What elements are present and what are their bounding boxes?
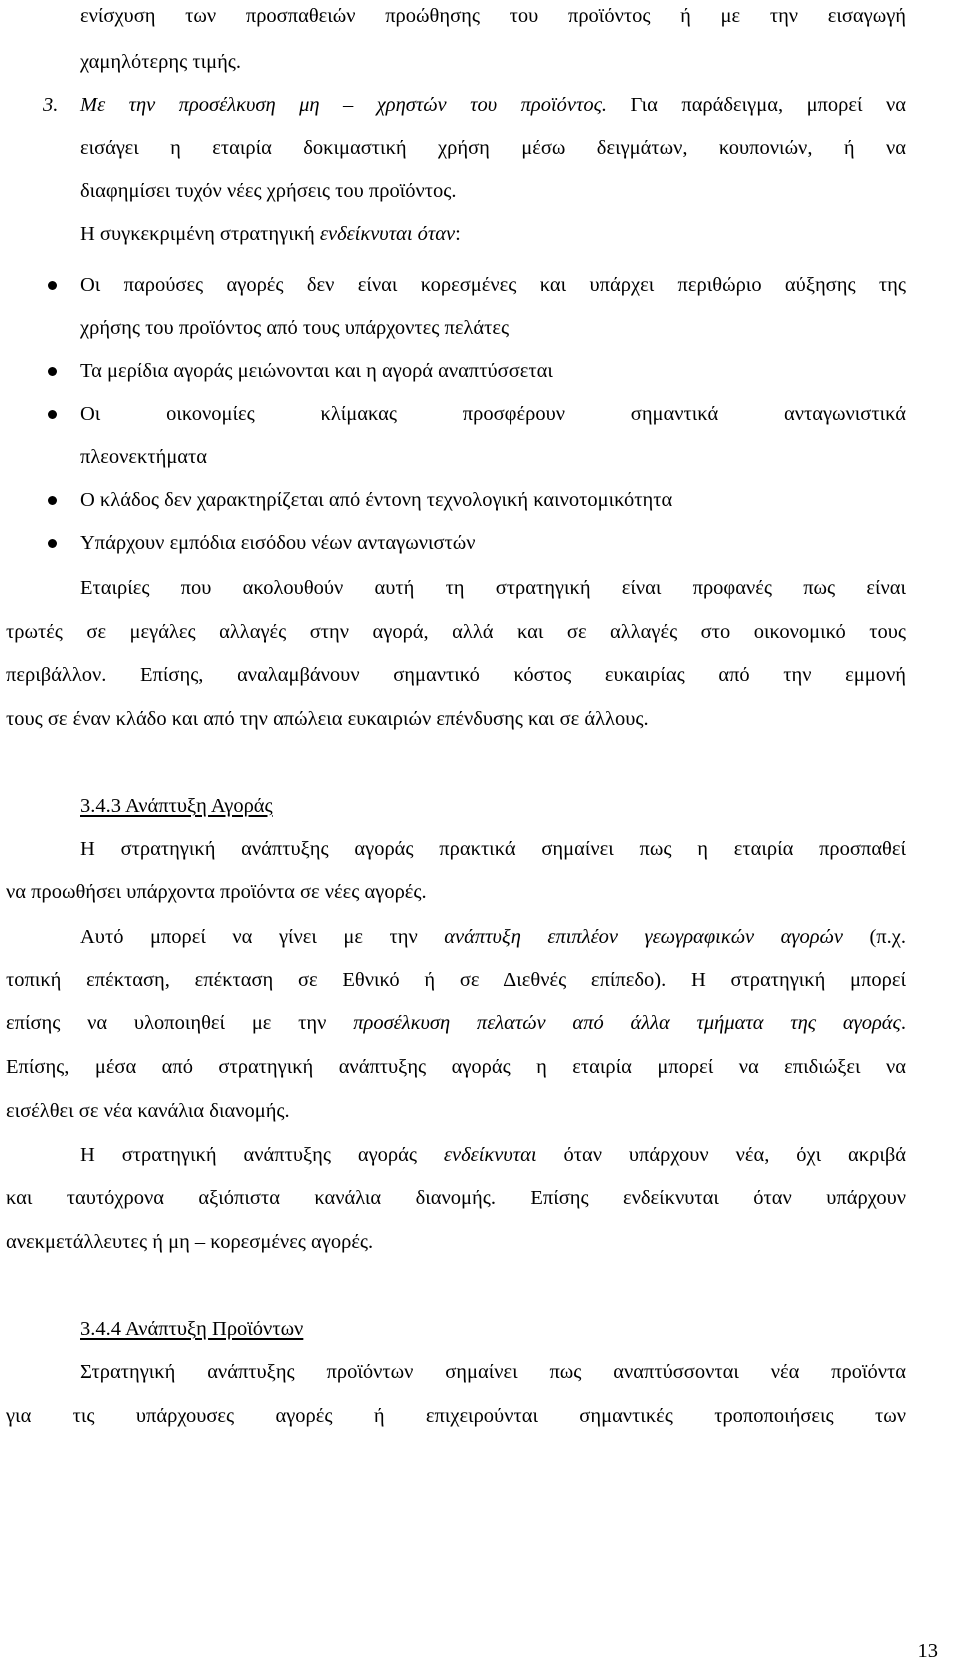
- indicated-intro: Η συγκεκριμένη στρατηγική ενδείκνυται όταν:: [80, 223, 461, 245]
- bullet-1-line-2: χρήσης του προϊόντος από τους υπάρχοντες πελάτες: [80, 317, 510, 339]
- section-3-4-3-p3-line-3: ανεκμετάλλευτες ή μη – κορεσμένες αγορές.: [6, 1231, 374, 1253]
- bullet-dot: [48, 281, 57, 290]
- section-3-4-3-p3-line-2: και ταυτόχρονα αξιόπιστα κανάλια διανομής. Επίσης ενδείκνυται όταν υπάρχουν: [6, 1187, 906, 1209]
- bullet-2-line-1: Τα μερίδια αγοράς μειώνονται και η αγορά αναπτύσσεται: [80, 360, 553, 382]
- section-3-4-3-p2-line-1: Αυτό μπορεί να γίνει με την ανάπτυξη επιπλέον γεωγραφικών αγορών (π.χ.: [80, 926, 906, 948]
- section-3-4-3-p2-line-2: τοπική επέκταση, επέκταση σε Εθνικό ή σε Διεθνές επίπεδο). Η στρατηγική μπορεί: [6, 969, 906, 991]
- bullet-dot: [48, 410, 57, 419]
- section-3-4-4-p1-line-1: Στρατηγική ανάπτυξης προϊόντων σημαίνει πως αναπτύσσονται νέα προϊόντα: [80, 1361, 906, 1383]
- page-number: 13: [917, 1640, 938, 1662]
- bullet-dot: [48, 539, 57, 548]
- bullet-1-line-1: Οι παρούσες αγορές δεν είναι κορεσμένες και υπάρχει περιθώριο αύξησης της: [80, 274, 906, 296]
- bullet-3-line-1: Οι οικονομίες κλίμακας προσφέρουν σημαντικά ανταγωνιστικά: [80, 403, 906, 425]
- top-paragraph-line-2: χαμηλότερης τιμής.: [80, 51, 242, 73]
- bullet-dot: [48, 367, 57, 376]
- section-3-4-3-p1-line-2: να προωθήσει υπάρχοντα προϊόντα σε νέες αγορές.: [6, 881, 427, 903]
- item-3-line-3: διαφημίσει τυχόν νέες χρήσεις του προϊόντος.: [80, 180, 457, 202]
- item-3-line-1: [80, 92, 906, 118]
- section-3-4-3-heading: 3.4.3 Ανάπτυξη Αγοράς: [80, 795, 273, 817]
- section-3-4-3-p3-line-1: Η στρατηγική ανάπτυξης αγοράς ενδείκνυται όταν υπάρχουν νέα, όχι ακριβά: [80, 1144, 907, 1166]
- section-3-4-3-p2-line-5: εισέλθει σε νέα κανάλια διανομής.: [6, 1100, 290, 1122]
- item-3-text: Για παράδειγμα, μπορεί να: [607, 94, 906, 116]
- bullet-5-line-1: Υπάρχουν εμπόδια εισόδου νέων ανταγωνιστών: [80, 532, 476, 554]
- item-3-line-2: εισάγει η εταιρία δοκιμαστική χρήση μέσω δειγμάτων, κουπονιών, ή να: [80, 137, 906, 159]
- section-3-4-3-p2-line-3: επίσης να υλοποιηθεί με την προσέλκυση πελατών από άλλα τμήματα της αγοράς.: [6, 1012, 906, 1034]
- item-3-italic-title: Με την προσέλκυση μη – χρηστών του προϊόντος.: [80, 94, 608, 116]
- top-paragraph-line-1: ενίσχυση των προσπαθειών προώθησης του προϊόντος ή με την εισαγωγή: [80, 5, 906, 27]
- section-3-4-3-p2-line-4: Επίσης, μέσα από στρατηγική ανάπτυξης αγοράς η εταιρία μπορεί να επιδιώξει να: [6, 1056, 906, 1078]
- bullet-4-line-1: Ο κλάδος δεν χαρακτηρίζεται από έντονη τεχνολογική καινοτομικότητα: [80, 489, 673, 511]
- section-3-4-3-p1-line-1: Η στρατηγική ανάπτυξης αγοράς πρακτικά σημαίνει πως η εταιρία προσπαθεί: [80, 838, 906, 860]
- bullet-dot: [48, 496, 57, 505]
- risk-paragraph-line-1: Εταιρίες που ακολουθούν αυτή τη στρατηγική είναι προφανές πως είναι: [80, 577, 906, 599]
- item-3-number: 3.: [43, 94, 59, 116]
- risk-paragraph-line-3: περιβάλλον. Επίσης, αναλαμβάνουν σημαντικό κόστος ευκαιρίας από την εμμονή: [6, 664, 906, 686]
- risk-paragraph-line-2: τρωτές σε μεγάλες αλλαγές στην αγορά, αλλά και σε αλλαγές στο οικονομικό τους: [6, 621, 906, 643]
- section-3-4-4-heading: 3.4.4 Ανάπτυξη Προϊόντων: [80, 1318, 304, 1340]
- bullet-3-line-2: πλεονεκτήματα: [80, 446, 208, 468]
- risk-paragraph-line-4: τους σε έναν κλάδο και από την απώλεια ευκαιριών επένδυσης και σε άλλους.: [6, 708, 649, 730]
- section-3-4-4-p1-line-2: για τις υπάρχουσες αγορές ή επιχειρούνται σημαντικές τροποποιήσεις των: [6, 1405, 906, 1427]
